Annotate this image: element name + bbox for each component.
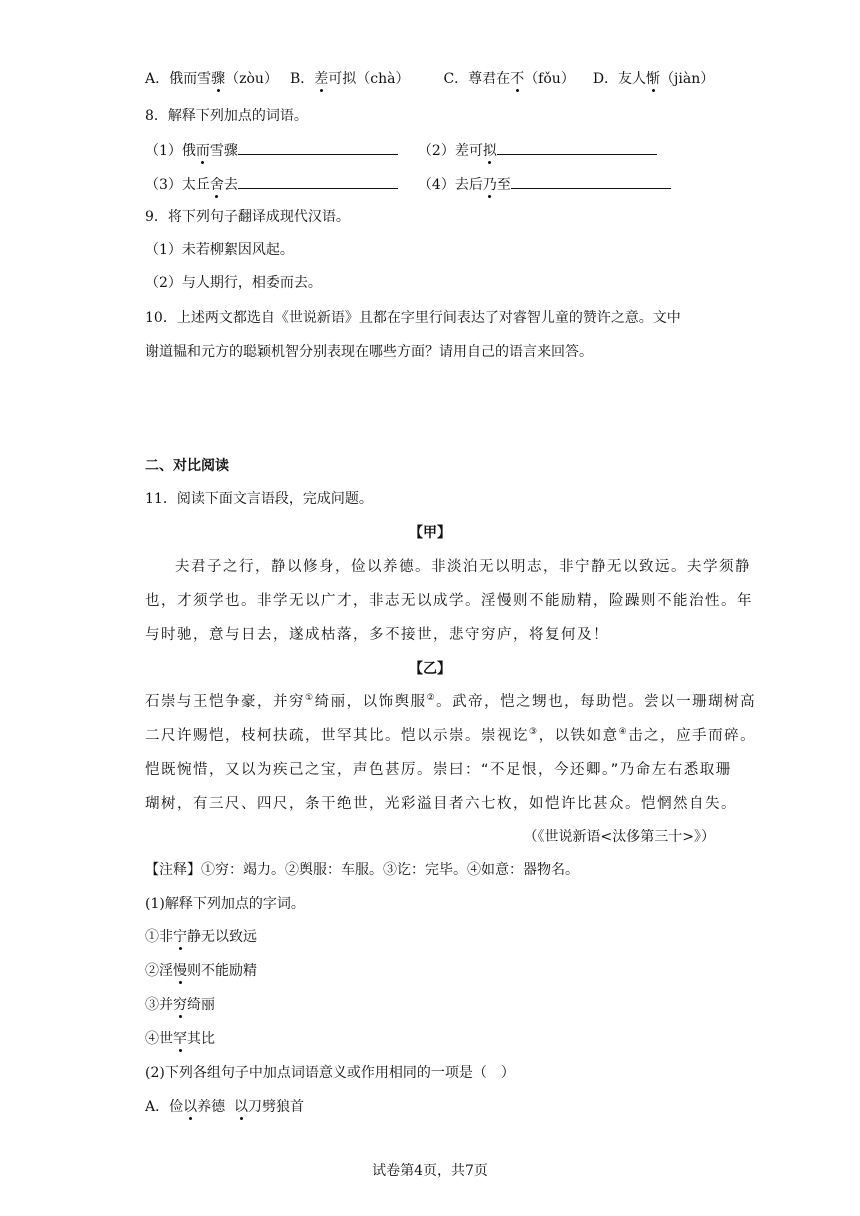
q9-stem: 9．将下列句子翻译成现代汉语。 [145,209,350,225]
passage-source: （《世说新语<汰侈第三十>》） [523,829,715,845]
passage-yi-title: 【乙】 [409,661,451,677]
q8-row-2: （3）太丘舍去 （4）去后乃至 [145,172,671,195]
dotted-char: 而 [195,143,210,159]
dotted-char: 罕 [173,1031,187,1047]
annotation-notes: 【注释】①穷：竭力。②舆服：车服。③讫：完毕。④如意：器物名。 [145,862,579,878]
dotted-char: 穷 [173,997,187,1013]
q9-sentence-2: （2）与人期行，相委而去。 [145,275,322,291]
dotted-char: 不 [510,71,525,87]
sub2-option-a: A．俭以养德 以刀劈狼首 [145,1099,305,1115]
sub1-item: ②淫慢则不能励精 [145,963,257,979]
passage-yi-line: 瑚树，有三尺、四尺，条干绝世，光彩溢目者六七枚，如恺许比甚众。恺惘然自失。 [145,796,737,812]
passage-jia-title: 【甲】 [409,525,451,541]
passage-yi-line: 石崇与王恺争豪，并穷①绮丽，以饰舆服②。武帝，恺之甥也，每助恺。尝以一珊瑚树高 [145,693,757,710]
passage-yi-line: 恺既惋惜，又以为疾己之宝，声色甚厉。崇曰：“不足恨，今还卿。”乃命左右悉取珊 [145,762,732,778]
sub1-item: ④世罕其比 [145,1031,215,1047]
q7-options: A．俄而雪骤（zòu） B．差可拟（chà） C．尊君在不（fǒu） D．友人惭（jiàn） [145,71,715,87]
passage-jia-line: 也，才须学也。非学无以广才，非志无以成学。淫慢则不能励精，险躁则不能治性。年 [145,593,753,609]
sub1-item: ③并穷绮丽 [145,997,215,1013]
q10-line-1: 10．上述两文都选自《世说新语》且都在字里行间表达了对睿智儿童的赞许之意。文中 [145,310,681,326]
q11-stem: 11．阅读下面文言语段，完成问题。 [145,491,373,507]
q10-line-2: 谢道韫和元方的聪颖机智分别表现在哪些方面？请用自己的语言来回答。 [145,344,593,360]
dotted-char: 以 [183,1099,198,1115]
q8-row-1: （1）俄而雪骤 （2）差可拟 [145,138,657,161]
answer-blank[interactable] [238,138,398,155]
answer-blank[interactable] [238,172,398,189]
dotted-char: 舍 [209,177,224,193]
dotted-char: 差 [314,71,329,87]
dotted-char: 骤 [211,71,226,87]
sub1-stem: (1)解释下列加点的字词。 [145,896,305,912]
sub1-item: ①非宁静无以致远 [145,929,257,945]
dotted-char: 惭 [646,71,661,87]
q9-sentence-1: （1）未若柳絮因风起。 [145,242,294,258]
dotted-char: 乃 [482,177,497,193]
sub2-stem: (2)下列各组句子中加点词语意义或作用相同的一项是（ ） [145,1065,515,1081]
dotted-char: 以 [234,1099,249,1115]
dotted-char: 拟 [482,143,497,159]
passage-yi-line: 二尺许赐恺，枝柯扶疏，世罕其比。恺以示崇。崇视讫③，以铁如意④击之，应手而碎。 [145,727,757,744]
section-heading: 二、对比阅读 [145,458,229,474]
passage-jia-line: 与时驰，意与日去，遂成枯落，多不接世，悲守穷庐，将复何及！ [145,627,609,643]
passage-jia-line: 夫君子之行，静以修身，俭以养德。非淡泊无以明志，非宁静无以致远。夫学须静 [175,559,751,575]
answer-blank[interactable] [497,138,657,155]
page-footer: 试卷第4页，共7页 [372,1163,488,1179]
q8-stem: 8．解释下列加点的词语。 [145,108,308,124]
dotted-char: 慢 [173,963,187,979]
dotted-char: 宁 [173,929,187,945]
answer-blank[interactable] [511,172,671,189]
